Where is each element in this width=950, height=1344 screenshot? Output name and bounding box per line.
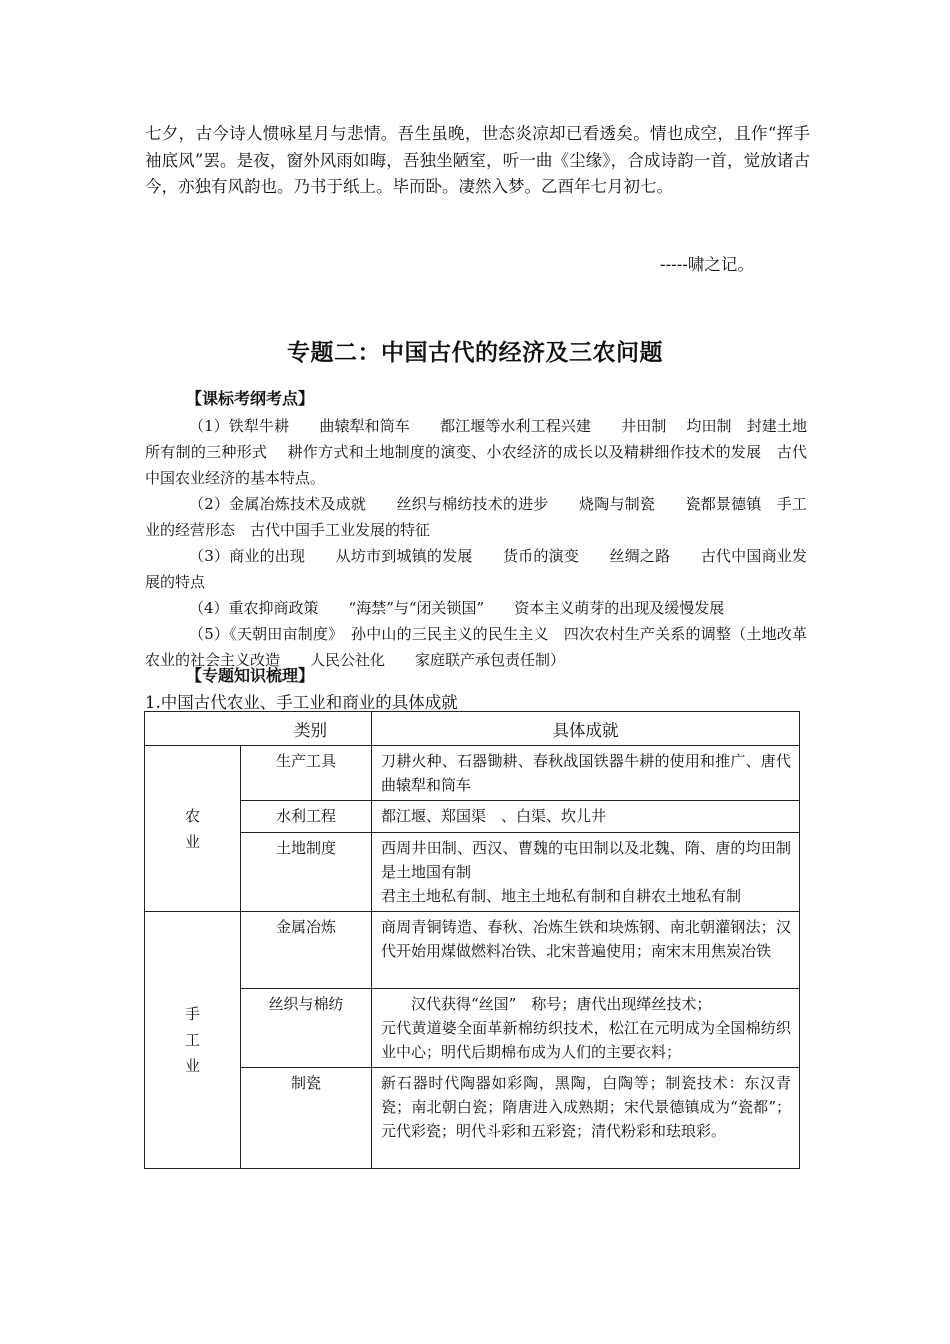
detail-cell: 商周青铜铸造、春秋、冶炼生铁和块炼钢、南北朝灌钢法；汉代开始用煤做燃料冶铁、北宋普遍使用；南宋末用焦炭冶铁 [372,912,800,989]
subcategory-cell: 水利工程 [241,801,372,833]
syllabus-point: （5）《天朝田亩制度》 孙中山的三民主义的民生主义 四次农村生产关系的调整（土地改革 农业的社会主义改造 人民公社化 家庭联产承包责任制） [145,625,823,669]
subcategory-cell: 生产工具 [241,746,372,801]
table-row [145,912,800,989]
subcategory-cell: 制瓷 [241,1068,372,1169]
header-category: 类别 [145,712,372,746]
detail-cell: 都江堰、郑国渠 、白渠、坎儿井 [372,801,800,833]
achievements-table [144,711,800,1169]
detail-cell: 刀耕火种、石器锄耕、春秋战国铁器牛耕的使用和推广、唐代曲辕犁和筒车 [372,746,800,801]
syllabus-points [145,413,823,673]
page-title: 专题二：中国古代的经济及三农问题 [287,340,663,366]
signature: -----啸之记。 [660,255,754,274]
category-handicraft: 手 工 业 [145,912,241,1169]
subcategory-cell: 丝织与棉纺 [241,989,372,1068]
syllabus-point: （1）铁犁牛耕 曲辕犁和筒车 都江堰等水利工程兴建 井田制 均田制 封建土地所有制的三种形式 耕作方式和土地制度的演变、小农经济的成长以及精耕细作技术的发展 古代中国农业经济的基本特点。 [145,417,807,487]
subcategory-cell: 土地制度 [241,833,372,912]
table-row [145,1068,800,1169]
table-row [145,833,800,912]
detail-cell: 新石器时代陶器如彩陶，黑陶，白陶等；制瓷技术：东汉青瓷；南北朝白瓷；隋唐进入成熟期；宋代景德镇成为“瓷都”；元代彩瓷；明代斗彩和五彩瓷；清代粉彩和珐琅彩。 [372,1068,800,1169]
table-row [145,746,800,801]
table-header-row [145,712,800,746]
syllabus-heading: 【课标考纲考点】 [186,389,315,408]
detail-cell: 西周井田制、西汉、曹魏的屯田制以及北魏、隋、唐的均田制是土地国有制 君主土地私有制、地主土地私有制和自耕农土地私有制 [372,833,800,912]
intro-paragraph [145,121,810,201]
syllabus-point: （3）商业的出现 从坊市到城镇的发展 货币的演变 丝绸之路 古代中国商业发展的特点 [145,547,807,591]
detail-cell: 汉代获得“丝国” 称号；唐代出现缂丝技术； 元代黄道婆全面革新棉纺织技术，松江在元明成为全国棉纺织业中心；明代后期棉布成为人们的主要衣料； [372,989,800,1068]
syllabus-point: （2）金属冶炼技术及成就 丝织与棉纺技术的进步 烧陶与制瓷 瓷都景德镇 手工业的经营形态 古代中国手工业发展的特征 [145,495,807,539]
subcategory-cell: 金属冶炼 [241,912,372,989]
table-row [145,989,800,1068]
table-row [145,801,800,833]
knowledge-heading: 【专题知识梳理】 [186,666,315,685]
table-caption: 1.中国古代农业、手工业和商业的具体成就 [145,693,458,712]
syllabus-point: （4）重农抑商政策 “海禁”与“闭关锁国” 资本主义萌芽的出现及缓慢发展 [189,599,725,617]
category-agriculture: 农 业 [145,746,241,912]
header-detail: 具体成就 [372,712,800,746]
intro-text: 七夕，古今诗人惯咏星月与悲情。吾生虽晚，世态炎凉却已看透矣。情也成空，且作“挥手袖底风”罢。是夜，窗外风雨如晦，吾独坐陋室，听一曲《尘缘》，合成诗韵一首，觉放诸古今，亦独有风韵也。乃书于纸上。毕而卧。凄然入梦。乙酉年七月初七。 [145,124,810,196]
